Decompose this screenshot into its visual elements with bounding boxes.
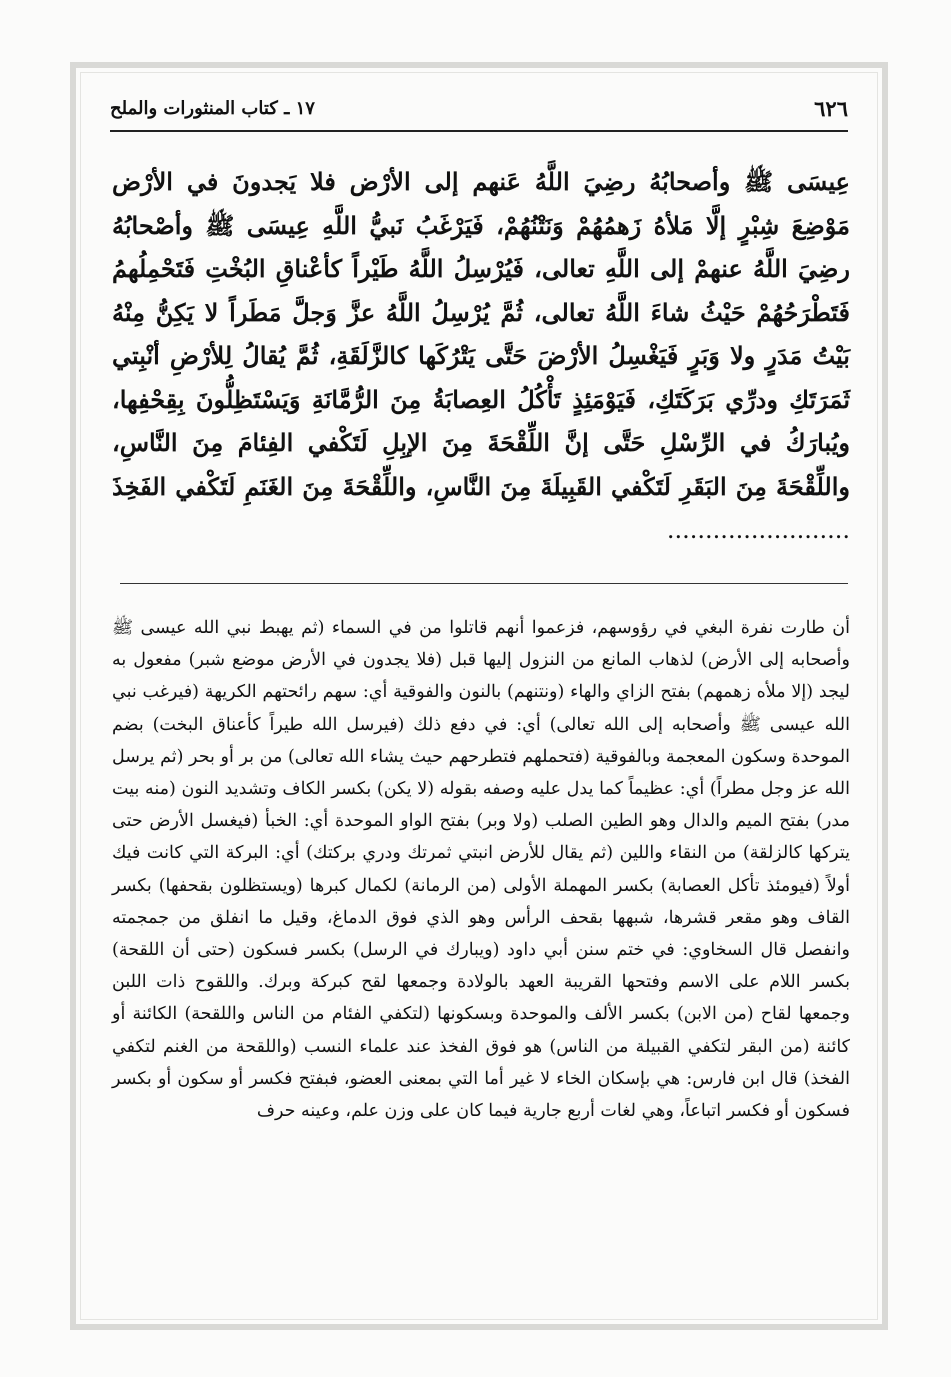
commentary-body: أن طارت نفرة البغي في رؤوسهم، فزعموا أنهم قاتلوا من في السماء (ثم يهبط نبي الله عيسى ﷺ وأصحابه إلى الأرض) لذهاب المانع من النزول إليها قبل (فلا يجدون في الأرض موضع شبر) مفعول به ليجد (إلا ملأه زهمهم) بفتح الزاي والهاء (ونتنهم) بالنون والفوقية أي: سهم رائحتهم الكريهة (فيرغب نبي الله عيسى ﷺ وأصحابه إلى الله تعالى) أي: في دفع ذلك (فيرسل الله طيراً كأعناق البخت) بضم الموحدة وسكون المعجمة وبالفوقية (فتحملهم فتطرحهم حيث يشاء الله تعالى) من بر أو بحر (ثم يرسل الله عز وجل مطراً) أي: عظيماً كما يدل عليه وصفه بقوله (لا يكن) بكسر الكاف وتشديد النون (منه بيت مدر) بفتح الميم والدال وهو الطين الصلب (ولا وبر) بفتح الواو الموحدة أي: الخبأ (فيغسل الأرض حتى يتركها كالزلقة) من النقاء واللين (ثم يقال للأرض انبتي ثمرتك ودري بركتك) أي: البركة التي كانت فيك أولاً (فيومئذ تأكل العصابة) بكسر المهملة الأولى (من الرمانة) لكمال كبرها (ويستظلون بقحفها) بكسر القاف وهو مقعر قشرها، شبهها بقحف الرأس وهو الذي فوق الدماغ، وقيل ما انفلق من جمجمته وانفصل قال السخاوي: في ختم سنن أبي داود (ويبارك في الرسل) بكسر فسكون (حتى أن اللقحة) بكسر اللام على الاسم وفتحها القريبة العهد بالولادة وجمعها لقح كبركة وبرك. واللقوح ذات اللبن وجمعها لقاح (من الابن) بكسر الألف والموحدة وبسكونها (لتكفي الفئام من الناس واللقحة) الكائنة أو كائنة (من البقر لتكفي القبيلة من الناس) هو فوق الفخذ عند علماء النسب (واللقحة من الغنم لتكفي الفخذ) قال ابن فارس: هي بإسكان الخاء لا غير أما التي بمعنى العضو، فبفتح فكسر أو سكون أو بكسر فسكون أو فكسر اتباعاً، وهي لغات أربع جارية فيما كان على وزن علم، وعينه حرف [112,618,850,1122]
commentary-text [112,612,850,1127]
page-number: ٦٢٦ [814,96,848,121]
hadith-text [112,160,850,553]
chapter-title: ١٧ ـ كتاب المنثورات والملح [110,98,315,119]
hadith-body: عِيسَى ﷺ وأصحابُهُ رضِيَ اللَّهُ عَنهم إلى الأرْض فلا يَجدونَ في الأرْض مَوْضِعَ شِبْرٍ إلَّا مَلأهُ زَهمُهُمْ وَنَتْنُهُمْ، فَيَرْغَبُ نَبيُّ اللَّهِ عِيسَى ﷺ وأصْحابُهُ رضِيَ اللَّهُ عنهمْ إلى اللَّهِ تعالى، فَيُرْسِلُ اللَّهُ طَيْراً كأعْناقِ البُخْتِ فَتَحْمِلُهمُ فَتَطْرَحُهُمْ حَيْثُ شاءَ اللَّهُ تعالى، ثُمَّ يُرْسِلُ اللَّهُ عزَّ وَجلَّ مَطَراً لا يَكِنُّ مِنْهُ بَيْتُ مَدَرٍ ولا وَبَرٍ فَيَغْسِلُ الأرْضَ حَتَّى يَتْرُكَها كالزَّلَقَةِ، ثُمَّ يُقالُ لِلأرْضِ أنْبِتي ثَمَرَتَكِ ودرِّي بَرَكَتَكِ، فَيَوْمَئِذٍ تَأْكُلُ العِصابَةُ مِنَ الرُّمَّانَةِ وَيَسْتَظِلُّونَ بِقِحْفِها، ويُبارَكُ في الرِّسْلِ حَتَّى إنَّ اللِّقْحَةَ مِنَ الإبِلِ لَتَكْفي الفِئامَ مِنَ النَّاسِ، واللِّقْحَةَ مِنَ البَقَرِ لَتَكْفي القَبِيلَةَ مِنَ النَّاسِ، واللِّقْحَةَ مِنَ الغَنَمِ لَتَكْفي الفَخِذَ [112,167,851,501]
section-divider [120,583,848,584]
ellipsis: ........................ [666,516,850,544]
page-header [110,96,848,132]
